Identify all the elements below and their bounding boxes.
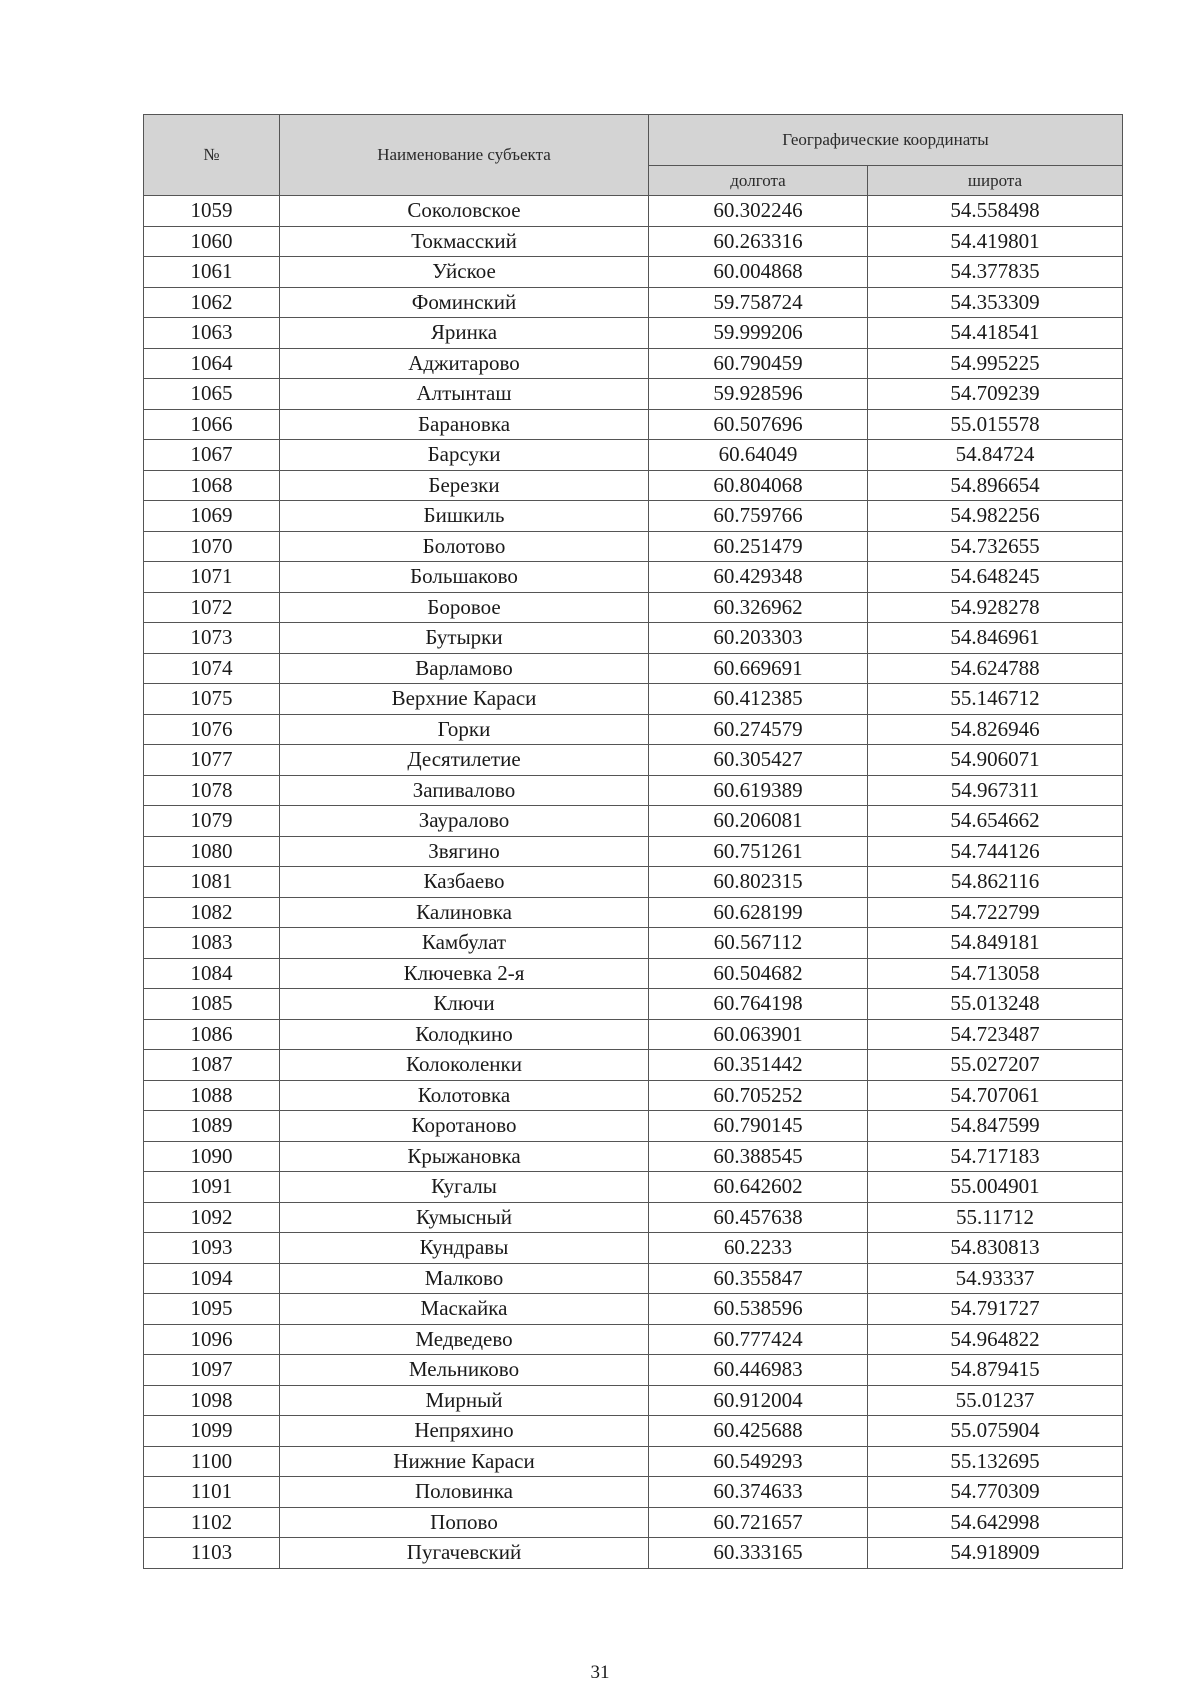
cell-number: 1093 <box>144 1233 280 1264</box>
header-latitude: широта <box>868 166 1123 196</box>
cell-longitude: 60.305427 <box>649 745 868 776</box>
cell-number: 1094 <box>144 1263 280 1294</box>
cell-longitude: 60.388545 <box>649 1141 868 1172</box>
cell-longitude: 60.274579 <box>649 714 868 745</box>
cell-latitude: 54.982256 <box>868 501 1123 532</box>
cell-number: 1062 <box>144 287 280 318</box>
cell-number: 1072 <box>144 592 280 623</box>
cell-longitude: 59.758724 <box>649 287 868 318</box>
cell-number: 1077 <box>144 745 280 776</box>
table-row <box>144 409 1123 440</box>
table-row <box>144 745 1123 776</box>
cell-name: Большаково <box>280 562 649 593</box>
table-row <box>144 1141 1123 1172</box>
cell-number: 1063 <box>144 318 280 349</box>
cell-latitude: 54.928278 <box>868 592 1123 623</box>
cell-number: 1061 <box>144 257 280 288</box>
cell-number: 1073 <box>144 623 280 654</box>
header-longitude: долгота <box>649 166 868 196</box>
cell-name: Мирный <box>280 1385 649 1416</box>
cell-name: Крыжановка <box>280 1141 649 1172</box>
cell-number: 1095 <box>144 1294 280 1325</box>
table-row <box>144 562 1123 593</box>
cell-longitude: 60.642602 <box>649 1172 868 1203</box>
cell-longitude: 60.619389 <box>649 775 868 806</box>
cell-latitude: 54.847599 <box>868 1111 1123 1142</box>
cell-longitude: 60.412385 <box>649 684 868 715</box>
cell-name: Попово <box>280 1507 649 1538</box>
cell-longitude: 60.790145 <box>649 1111 868 1142</box>
table-row <box>144 806 1123 837</box>
cell-number: 1101 <box>144 1477 280 1508</box>
table-row <box>144 1355 1123 1386</box>
cell-latitude: 54.648245 <box>868 562 1123 593</box>
cell-name: Ключевка 2-я <box>280 958 649 989</box>
cell-number: 1086 <box>144 1019 280 1050</box>
cell-number: 1079 <box>144 806 280 837</box>
cell-name: Барановка <box>280 409 649 440</box>
cell-name: Аджитарово <box>280 348 649 379</box>
cell-number: 1069 <box>144 501 280 532</box>
table-row <box>144 226 1123 257</box>
cell-number: 1065 <box>144 379 280 410</box>
cell-longitude: 60.333165 <box>649 1538 868 1569</box>
cell-name: Пугачевский <box>280 1538 649 1569</box>
table-row <box>144 196 1123 227</box>
cell-latitude: 54.862116 <box>868 867 1123 898</box>
cell-name: Десятилетие <box>280 745 649 776</box>
table-row <box>144 1263 1123 1294</box>
cell-name: Колодкино <box>280 1019 649 1050</box>
cell-name: Ключи <box>280 989 649 1020</box>
cell-latitude: 54.377835 <box>868 257 1123 288</box>
cell-number: 1091 <box>144 1172 280 1203</box>
cell-name: Боровое <box>280 592 649 623</box>
cell-latitude: 55.004901 <box>868 1172 1123 1203</box>
cell-name: Горки <box>280 714 649 745</box>
cell-number: 1076 <box>144 714 280 745</box>
cell-number: 1075 <box>144 684 280 715</box>
cell-longitude: 60.004868 <box>649 257 868 288</box>
cell-latitude: 55.146712 <box>868 684 1123 715</box>
cell-name: Кумысный <box>280 1202 649 1233</box>
table-row <box>144 1446 1123 1477</box>
table-row <box>144 928 1123 959</box>
cell-number: 1103 <box>144 1538 280 1569</box>
table-row <box>144 867 1123 898</box>
cell-latitude: 54.995225 <box>868 348 1123 379</box>
cell-name: Алтынташ <box>280 379 649 410</box>
cell-number: 1097 <box>144 1355 280 1386</box>
cell-latitude: 54.353309 <box>868 287 1123 318</box>
cell-latitude: 54.791727 <box>868 1294 1123 1325</box>
cell-number: 1085 <box>144 989 280 1020</box>
table-row <box>144 470 1123 501</box>
cell-number: 1087 <box>144 1050 280 1081</box>
table-row <box>144 1111 1123 1142</box>
cell-longitude: 60.251479 <box>649 531 868 562</box>
cell-latitude: 55.132695 <box>868 1446 1123 1477</box>
cell-name: Кугалы <box>280 1172 649 1203</box>
table-row <box>144 1019 1123 1050</box>
cell-longitude: 60.912004 <box>649 1385 868 1416</box>
cell-name: Варламово <box>280 653 649 684</box>
cell-number: 1068 <box>144 470 280 501</box>
cell-longitude: 60.351442 <box>649 1050 868 1081</box>
cell-number: 1088 <box>144 1080 280 1111</box>
cell-longitude: 60.790459 <box>649 348 868 379</box>
cell-latitude: 54.879415 <box>868 1355 1123 1386</box>
table-row <box>144 1538 1123 1569</box>
cell-name: Барсуки <box>280 440 649 471</box>
cell-latitude: 54.744126 <box>868 836 1123 867</box>
cell-latitude: 55.015578 <box>868 409 1123 440</box>
table-row <box>144 623 1123 654</box>
cell-longitude: 60.355847 <box>649 1263 868 1294</box>
cell-number: 1084 <box>144 958 280 989</box>
cell-longitude: 60.446983 <box>649 1355 868 1386</box>
table-row <box>144 714 1123 745</box>
cell-name: Яринка <box>280 318 649 349</box>
cell-longitude: 60.425688 <box>649 1416 868 1447</box>
cell-latitude: 54.770309 <box>868 1477 1123 1508</box>
cell-name: Маскайка <box>280 1294 649 1325</box>
cell-longitude: 60.764198 <box>649 989 868 1020</box>
cell-latitude: 54.642998 <box>868 1507 1123 1538</box>
cell-name: Непряхино <box>280 1416 649 1447</box>
cell-number: 1089 <box>144 1111 280 1142</box>
cell-latitude: 54.732655 <box>868 531 1123 562</box>
cell-number: 1098 <box>144 1385 280 1416</box>
cell-longitude: 60.538596 <box>649 1294 868 1325</box>
table-row <box>144 897 1123 928</box>
cell-name: Калиновка <box>280 897 649 928</box>
cell-longitude: 60.504682 <box>649 958 868 989</box>
cell-longitude: 60.429348 <box>649 562 868 593</box>
table-row <box>144 1385 1123 1416</box>
cell-name: Половинка <box>280 1477 649 1508</box>
cell-longitude: 60.759766 <box>649 501 868 532</box>
cell-name: Запивалово <box>280 775 649 806</box>
coordinates-table <box>143 114 1123 1569</box>
cell-longitude: 60.721657 <box>649 1507 868 1538</box>
cell-latitude: 54.918909 <box>868 1538 1123 1569</box>
cell-number: 1059 <box>144 196 280 227</box>
cell-name: Звягино <box>280 836 649 867</box>
cell-latitude: 54.830813 <box>868 1233 1123 1264</box>
cell-number: 1066 <box>144 409 280 440</box>
cell-name: Мельниково <box>280 1355 649 1386</box>
cell-latitude: 54.967311 <box>868 775 1123 806</box>
cell-longitude: 60.567112 <box>649 928 868 959</box>
cell-longitude: 60.206081 <box>649 806 868 837</box>
cell-latitude: 54.826946 <box>868 714 1123 745</box>
cell-latitude: 55.027207 <box>868 1050 1123 1081</box>
cell-number: 1064 <box>144 348 280 379</box>
cell-longitude: 60.263316 <box>649 226 868 257</box>
table-row <box>144 1477 1123 1508</box>
cell-longitude: 60.777424 <box>649 1324 868 1355</box>
cell-number: 1080 <box>144 836 280 867</box>
table-row <box>144 379 1123 410</box>
cell-number: 1070 <box>144 531 280 562</box>
table-row <box>144 501 1123 532</box>
cell-longitude: 60.628199 <box>649 897 868 928</box>
table-body <box>144 196 1123 1569</box>
cell-latitude: 54.896654 <box>868 470 1123 501</box>
cell-name: Уйское <box>280 257 649 288</box>
cell-longitude: 60.507696 <box>649 409 868 440</box>
table-row <box>144 592 1123 623</box>
cell-number: 1096 <box>144 1324 280 1355</box>
cell-longitude: 60.063901 <box>649 1019 868 1050</box>
cell-name: Медведево <box>280 1324 649 1355</box>
cell-number: 1102 <box>144 1507 280 1538</box>
cell-latitude: 55.075904 <box>868 1416 1123 1447</box>
table-row <box>144 287 1123 318</box>
table-row <box>144 1507 1123 1538</box>
cell-longitude: 60.326962 <box>649 592 868 623</box>
page-number: 31 <box>590 1662 610 1683</box>
cell-name: Фоминский <box>280 287 649 318</box>
table-row <box>144 1294 1123 1325</box>
cell-latitude: 54.709239 <box>868 379 1123 410</box>
cell-latitude: 54.419801 <box>868 226 1123 257</box>
cell-latitude: 54.906071 <box>868 745 1123 776</box>
cell-name: Колотовка <box>280 1080 649 1111</box>
table-row <box>144 653 1123 684</box>
cell-number: 1071 <box>144 562 280 593</box>
cell-latitude: 54.723487 <box>868 1019 1123 1050</box>
cell-name: Нижние Караси <box>280 1446 649 1477</box>
cell-latitude: 55.013248 <box>868 989 1123 1020</box>
cell-latitude: 55.11712 <box>868 1202 1123 1233</box>
cell-longitude: 59.999206 <box>649 318 868 349</box>
cell-number: 1078 <box>144 775 280 806</box>
table-row <box>144 440 1123 471</box>
cell-longitude: 60.751261 <box>649 836 868 867</box>
cell-number: 1092 <box>144 1202 280 1233</box>
table-row <box>144 836 1123 867</box>
cell-number: 1067 <box>144 440 280 471</box>
table-row <box>144 1416 1123 1447</box>
table-row <box>144 1050 1123 1081</box>
cell-name: Бишкиль <box>280 501 649 532</box>
cell-latitude: 54.654662 <box>868 806 1123 837</box>
cell-name: Соколовское <box>280 196 649 227</box>
cell-name: Верхние Караси <box>280 684 649 715</box>
table-header <box>144 115 1123 196</box>
table-row <box>144 531 1123 562</box>
cell-latitude: 54.717183 <box>868 1141 1123 1172</box>
cell-latitude: 55.01237 <box>868 1385 1123 1416</box>
cell-latitude: 54.849181 <box>868 928 1123 959</box>
header-number: № <box>144 115 280 196</box>
cell-name: Малково <box>280 1263 649 1294</box>
cell-latitude: 54.558498 <box>868 196 1123 227</box>
cell-number: 1090 <box>144 1141 280 1172</box>
cell-longitude: 60.802315 <box>649 867 868 898</box>
cell-number: 1099 <box>144 1416 280 1447</box>
table-row <box>144 318 1123 349</box>
table-row <box>144 1324 1123 1355</box>
cell-latitude: 54.418541 <box>868 318 1123 349</box>
cell-latitude: 54.713058 <box>868 958 1123 989</box>
cell-name: Зауралово <box>280 806 649 837</box>
cell-longitude: 60.549293 <box>649 1446 868 1477</box>
cell-latitude: 54.624788 <box>868 653 1123 684</box>
cell-name: Кундравы <box>280 1233 649 1264</box>
table-row <box>144 684 1123 715</box>
table-row <box>144 1172 1123 1203</box>
cell-number: 1083 <box>144 928 280 959</box>
table-row <box>144 1233 1123 1264</box>
cell-latitude: 54.707061 <box>868 1080 1123 1111</box>
cell-latitude: 54.846961 <box>868 623 1123 654</box>
cell-name: Колоколенки <box>280 1050 649 1081</box>
cell-name: Казбаево <box>280 867 649 898</box>
cell-number: 1082 <box>144 897 280 928</box>
table-row <box>144 348 1123 379</box>
cell-number: 1081 <box>144 867 280 898</box>
table-row <box>144 1080 1123 1111</box>
table-row <box>144 1202 1123 1233</box>
cell-name: Камбулат <box>280 928 649 959</box>
cell-name: Бутырки <box>280 623 649 654</box>
cell-longitude: 60.374633 <box>649 1477 868 1508</box>
header-coordinates: Географические координаты <box>649 115 1123 166</box>
cell-longitude: 60.203303 <box>649 623 868 654</box>
header-name: Наименование субъекта <box>280 115 649 196</box>
cell-longitude: 60.669691 <box>649 653 868 684</box>
cell-longitude: 60.705252 <box>649 1080 868 1111</box>
cell-number: 1100 <box>144 1446 280 1477</box>
cell-longitude: 59.928596 <box>649 379 868 410</box>
cell-name: Токмасский <box>280 226 649 257</box>
cell-longitude: 60.2233 <box>649 1233 868 1264</box>
cell-latitude: 54.84724 <box>868 440 1123 471</box>
cell-number: 1060 <box>144 226 280 257</box>
cell-longitude: 60.804068 <box>649 470 868 501</box>
table-row <box>144 958 1123 989</box>
table-row <box>144 257 1123 288</box>
cell-name: Березки <box>280 470 649 501</box>
cell-latitude: 54.722799 <box>868 897 1123 928</box>
cell-number: 1074 <box>144 653 280 684</box>
cell-longitude: 60.457638 <box>649 1202 868 1233</box>
table-row <box>144 989 1123 1020</box>
cell-longitude: 60.302246 <box>649 196 868 227</box>
cell-longitude: 60.64049 <box>649 440 868 471</box>
cell-latitude: 54.93337 <box>868 1263 1123 1294</box>
cell-name: Коротаново <box>280 1111 649 1142</box>
cell-latitude: 54.964822 <box>868 1324 1123 1355</box>
table-row <box>144 775 1123 806</box>
cell-name: Болотово <box>280 531 649 562</box>
